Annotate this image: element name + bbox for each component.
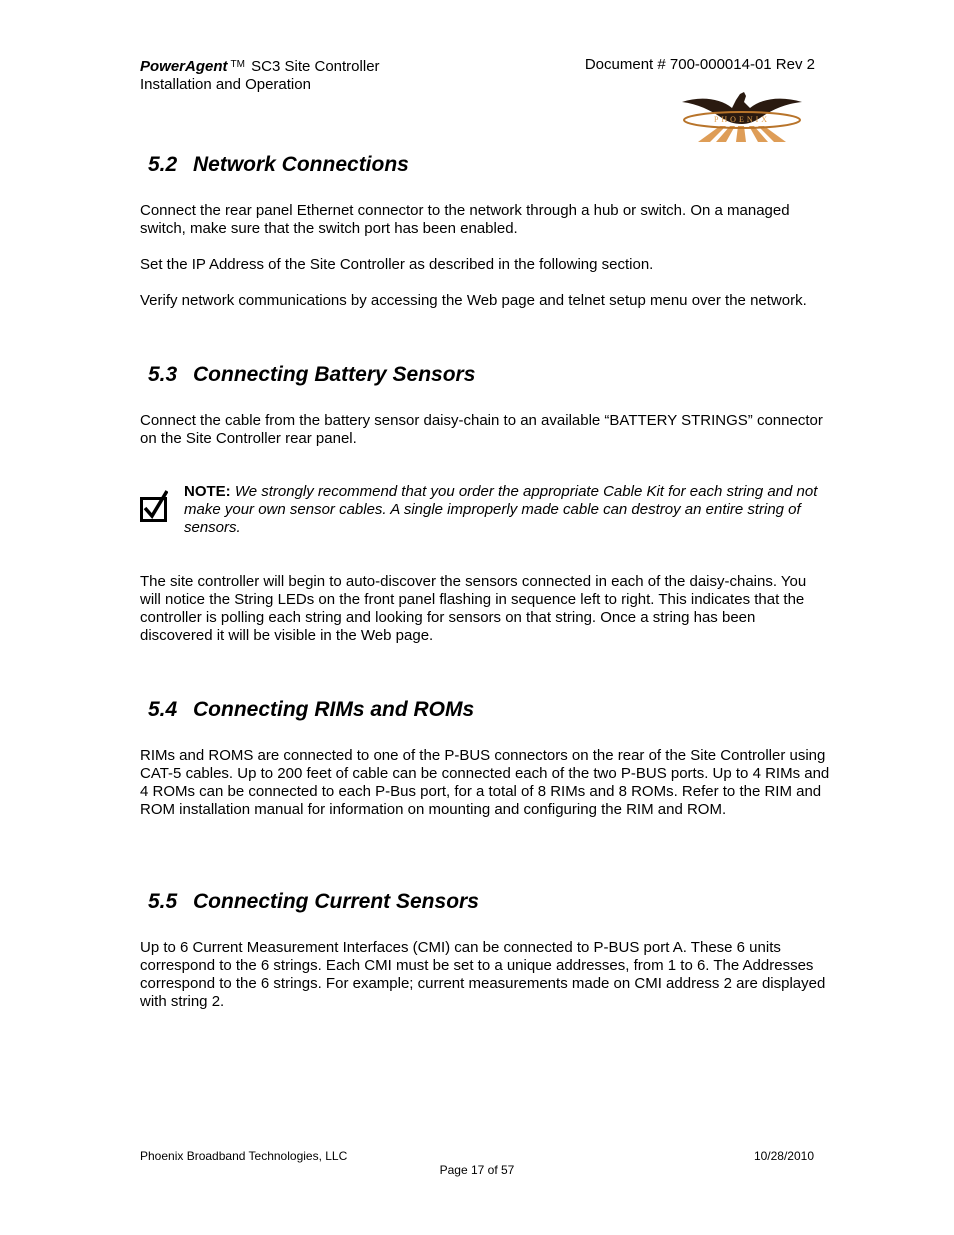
page-number: Page 17 of 57 bbox=[439, 1163, 515, 1177]
logo-text: PHOENIX bbox=[713, 115, 771, 124]
section-number: 5.4 bbox=[148, 698, 178, 721]
product-name: SC3 Site Controller bbox=[251, 58, 380, 75]
checkbox-checked-icon bbox=[140, 490, 168, 522]
section-number: 5.2 bbox=[148, 153, 178, 176]
footer-date: 10/28/2010 bbox=[753, 1149, 814, 1163]
section-heading-5-3 bbox=[148, 363, 475, 387]
product-line bbox=[140, 56, 380, 76]
running-header-left bbox=[140, 56, 380, 94]
note-text: We strongly recommend that you order the appropriate Cable Kit for each string and not make your own sensor cables. A single improperly made cable can destroy an entire string of sensors. bbox=[184, 483, 818, 536]
section-heading-5-2 bbox=[148, 153, 409, 177]
paragraph: Verify network communications by accessing the Web page and telnet setup menu over the network. bbox=[140, 292, 807, 309]
paragraph: RIMs and ROMS are connected to one of the P-BUS connectors on the rear of the Site Controller using CAT-5 cables. Up to 200 feet of cable can be connected each of the two P-BUS ports. Up to 4 RIMs and 4 ROMs can be connected to each P-Bus port, for a total of 8 RIMs and 8 ROMs. Refer to the RIM and ROM installation manual for information on mounting and configuring the RIM and ROM. bbox=[140, 747, 830, 818]
section-title: Connecting Battery Sensors bbox=[193, 363, 476, 386]
paragraph: The site controller will begin to auto-discover the sensors connected in each of the daisy-chains. You will notice the String LEDs on the front panel flashing in sequence left to right. This indicates that the controller is polling each string and looking for sensors on that string. Once a string has been discovered it will be visible in the Web page. bbox=[140, 573, 807, 644]
section-title: Network Connections bbox=[193, 153, 409, 176]
footer-company: Phoenix Broadband Technologies, LLC bbox=[140, 1149, 348, 1163]
paragraph: Up to 6 Current Measurement Interfaces (CMI) can be connected to P-BUS port A. These 6 units correspond to the 6 strings. Each CMI must be set to a unique addresses, from 1 to 6. The Addresses correspond to the 6 strings. For example; current measurements made on CMI address 2 are displayed with string 2. bbox=[140, 939, 826, 1010]
section-number: 5.3 bbox=[148, 363, 178, 386]
section-title: Connecting Current Sensors bbox=[193, 890, 479, 913]
trademark-mark: TM bbox=[230, 59, 245, 70]
document-subtitle: Installation and Operation bbox=[140, 76, 311, 93]
note-callout bbox=[184, 483, 824, 537]
paragraph: Connect the rear panel Ethernet connector to the network through a hub or switch. On a managed switch, make sure that the switch port has been enabled. bbox=[140, 202, 790, 237]
section-heading-5-4 bbox=[148, 698, 474, 722]
note-label: NOTE: bbox=[184, 483, 231, 500]
paragraph: Connect the cable from the battery sensor daisy-chain to an available “BATTERY STRINGS” connector on the Site Controller rear panel. bbox=[140, 412, 823, 447]
phoenix-logo bbox=[680, 90, 804, 142]
brand-name: PowerAgent bbox=[140, 58, 228, 75]
section-title: Connecting RIMs and ROMs bbox=[193, 698, 475, 721]
paragraph: Set the IP Address of the Site Controller as described in the following section. bbox=[140, 256, 654, 273]
document-number: Document # 700-000014-01 Rev 2 bbox=[584, 56, 815, 73]
section-heading-5-5 bbox=[148, 890, 479, 914]
section-number: 5.5 bbox=[148, 890, 178, 913]
